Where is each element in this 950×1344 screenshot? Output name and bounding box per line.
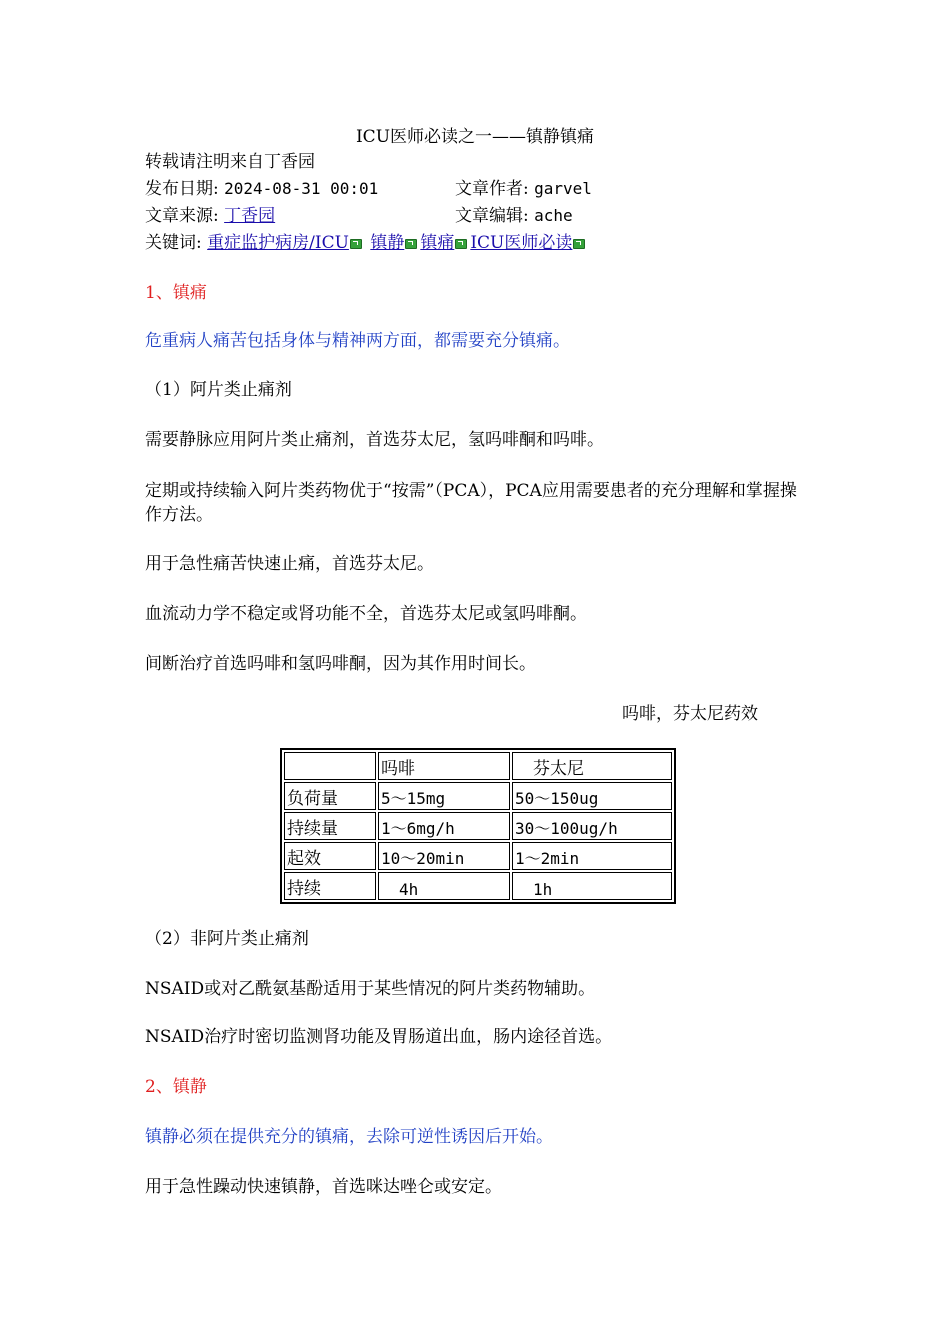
table-caption: 吗啡，芬太尼药效 — [622, 704, 758, 724]
keyword-link-sedation[interactable]: 镇静 — [370, 233, 405, 253]
article-title: ICU医师必读之一——镇静镇痛 — [355, 127, 595, 147]
article-editor — [455, 205, 573, 227]
paragraph: 用于急性痛苦快速止痛，首选芬太尼。 — [145, 554, 434, 574]
paragraph: 血流动力学不稳定或肾功能不全，首选芬太尼或氢吗啡酮。 — [145, 604, 587, 624]
table-cell: 5～15mg — [378, 782, 510, 810]
table-row — [284, 872, 672, 900]
keyword-link-analgesia[interactable]: 镇痛 — [420, 233, 455, 253]
source-label: 文章来源: — [145, 206, 225, 226]
section1-heading: 1、镇痛 — [145, 283, 207, 303]
section2-heading: 2、镇静 — [145, 1077, 207, 1097]
section1-subheading-opioid: （1）阿片类止痛剂 — [145, 380, 292, 400]
table-header-cell — [284, 752, 376, 780]
publish-date-label: 发布日期: — [145, 179, 225, 199]
keyword-search-icon[interactable] — [455, 239, 467, 249]
keyword-search-icon[interactable] — [350, 239, 362, 249]
article-source — [145, 205, 275, 227]
table-cell: 30～100ug/h — [512, 812, 672, 840]
table-cell: 1h — [512, 872, 672, 900]
table-cell: 持续 — [284, 872, 376, 900]
paragraph: 用于急性躁动快速镇静，首选咪达唑仑或安定。 — [145, 1177, 502, 1197]
paragraph: 定期或持续输入阿片类药物优于“按需”（PCA），PCA应用需要患者的充分理解和掌握操作方法。 — [145, 481, 797, 525]
keyword-search-icon[interactable] — [573, 239, 585, 249]
reprint-note: 转载请注明来自丁香园 — [145, 152, 315, 172]
paragraph: NSAID或对乙酰氨基酚适用于某些情况的阿片类药物辅助。 — [145, 979, 596, 999]
table-cell: 4h — [378, 872, 510, 900]
paragraph: 需要静脉应用阿片类止痛剂，首选芬太尼，氢吗啡酮和吗啡。 — [145, 430, 604, 450]
table-cell: 1～2min — [512, 842, 672, 870]
author-value: garvel — [534, 179, 592, 198]
keyword-link-icu-must-read[interactable]: ICU医师必读 — [470, 233, 573, 253]
dosage-table — [280, 748, 676, 904]
table-cell: 持续量 — [284, 812, 376, 840]
paragraph: 间断治疗首选吗啡和氢吗啡酮，因为其作用时间长。 — [145, 654, 536, 674]
paragraph: NSAID治疗时密切监测肾功能及胃肠道出血，肠内途径首选。 — [145, 1027, 613, 1047]
table-header-cell: 芬太尼 — [512, 752, 672, 780]
table-cell: 50～150ug — [512, 782, 672, 810]
publish-date-value: 2024-08-31 00:01 — [224, 179, 379, 198]
source-link[interactable]: 丁香园 — [224, 206, 276, 226]
table-row — [284, 812, 672, 840]
article-author — [455, 178, 592, 200]
editor-value: ache — [534, 206, 573, 225]
section2-intro: 镇静必须在提供充分的镇痛，去除可逆性诱因后开始。 — [145, 1127, 553, 1147]
table-cell: 10～20min — [378, 842, 510, 870]
keyword-search-icon[interactable] — [405, 239, 417, 249]
section1-intro: 危重病人痛苦包括身体与精神两方面，都需要充分镇痛。 — [145, 331, 570, 351]
table-cell: 起效 — [284, 842, 376, 870]
keyword-link-icu[interactable]: 重症监护病房/ICU — [207, 233, 349, 253]
keywords-row — [145, 232, 588, 254]
table-cell: 1～6mg/h — [378, 812, 510, 840]
section1-subheading-nonopioid: （2）非阿片类止痛剂 — [145, 929, 309, 949]
publish-date — [145, 178, 378, 200]
table-row — [284, 842, 672, 870]
author-label: 文章作者: — [455, 179, 535, 199]
keywords-label: 关键词: — [145, 233, 208, 253]
editor-label: 文章编辑: — [455, 206, 535, 226]
table-cell: 负荷量 — [284, 782, 376, 810]
table-row — [284, 782, 672, 810]
table-header-cell: 吗啡 — [378, 752, 510, 780]
table-header-row — [284, 752, 672, 780]
